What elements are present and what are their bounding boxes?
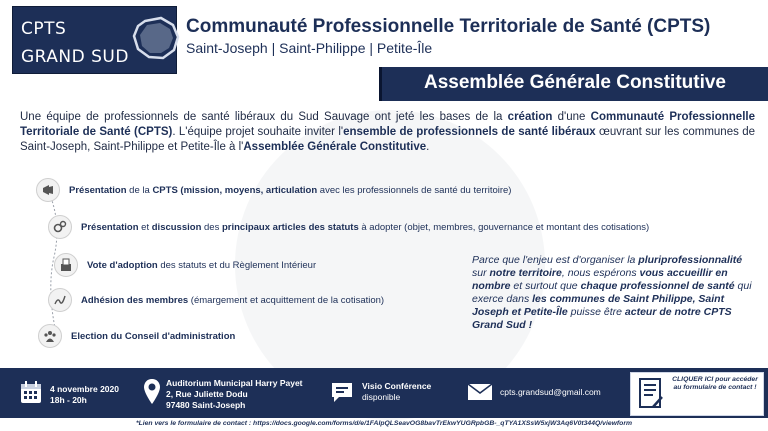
quote-bold: chaque professionnel de santé xyxy=(580,280,735,292)
time-text: 18h - 20h xyxy=(50,395,87,405)
quote-bold: notre territoire xyxy=(489,267,562,279)
contact-form-link[interactable] xyxy=(630,372,764,416)
agenda-item-presentation xyxy=(36,178,511,202)
visio-text: Visio Conférence xyxy=(362,381,432,391)
date-text: 4 novembre 2020 xyxy=(50,384,119,394)
group-icon xyxy=(38,324,62,348)
event-date xyxy=(50,384,119,406)
address-line1: 2, Rue Juliette Dodu xyxy=(166,389,248,399)
form-icon xyxy=(637,377,665,411)
event-title: Assemblée Générale Constitutive xyxy=(424,72,726,93)
address-line2: 97480 Saint-Joseph xyxy=(166,400,246,410)
ballot-box-icon xyxy=(54,253,78,277)
agenda-text: avec les professionnels de santé du territoire) xyxy=(317,184,512,196)
quote-bold: acteur de notre CPTS Grand Sud ! xyxy=(472,306,732,331)
gears-icon xyxy=(48,215,72,239)
quote-text: sur xyxy=(472,267,490,279)
island-map-icon xyxy=(131,15,181,61)
agenda-text: des xyxy=(201,221,222,233)
event-venue xyxy=(166,378,303,411)
agenda-bold: Election du Conseil d'administration xyxy=(71,330,236,342)
agenda-item-vote xyxy=(54,253,316,277)
visio-text2: disponible xyxy=(362,392,401,402)
agenda-text: des statuts et du Règlement Intérieur xyxy=(157,259,317,271)
location-pin-icon xyxy=(143,378,161,406)
form-link-label: CLIQUER ICI pour accéder au formulaire de contact ! xyxy=(672,376,758,391)
visio-info xyxy=(362,381,431,403)
intro-text: d'une xyxy=(552,111,591,123)
intro-text: œuvrant sur les communes de Saint-Joseph, Saint-Philippe et Petite-Île à l' xyxy=(20,126,755,153)
agenda-bold: Vote d'adoption xyxy=(87,259,158,271)
envelope-icon xyxy=(467,383,493,401)
page-title: Communauté Professionnelle Territoriale de Santé (CPTS) xyxy=(186,16,711,37)
intro-bold: Communauté Professionnelle Territoriale de Santé (CPTS) xyxy=(20,111,755,138)
agenda-text: et xyxy=(138,221,152,233)
event-banner xyxy=(379,67,768,101)
quote-text: Parce que l'enjeu est d'organiser la xyxy=(472,254,639,266)
agenda-bold: Adhésion des membres xyxy=(81,294,189,306)
agenda-text: de la xyxy=(126,184,153,196)
quote-bold: vous accueillir en nombre xyxy=(472,267,728,292)
venue-text: Auditorium Municipal Harry Payet xyxy=(166,378,303,388)
signature-icon xyxy=(48,288,72,312)
intro-bold: création xyxy=(507,111,553,123)
agenda-item-statuts xyxy=(48,215,649,239)
invitation-quote xyxy=(472,254,752,332)
intro-text: . L'équipe projet souhaite inviter l' xyxy=(172,126,344,138)
agenda-item-election xyxy=(38,324,235,348)
intro-text: Une équipe de professionnels de santé libéraux du Sud Sauvage ont jeté les bases de la xyxy=(20,111,508,123)
visio-chat-icon xyxy=(330,380,354,404)
agenda-bold: Présentation xyxy=(69,184,127,196)
quote-text: et surtout que xyxy=(510,280,581,292)
agenda-bold: principaux articles des statuts xyxy=(221,221,359,233)
intro-bold: Assemblée Générale Constitutive xyxy=(243,141,427,153)
agenda-bold: discussion xyxy=(151,221,202,233)
intro-paragraph xyxy=(20,110,755,155)
intro-bold: ensemble de professionnels de santé libéraux xyxy=(343,126,596,138)
agenda-bold: CPTS (mission, moyens, articulation xyxy=(152,184,318,196)
agenda-bold: Présentation xyxy=(81,221,139,233)
logo-line2: GRAND SUD xyxy=(21,47,129,67)
calendar-icon xyxy=(20,380,42,404)
communes-subtitle: Saint-Joseph | Saint-Philippe | Petite-Île xyxy=(186,40,433,56)
megaphone-icon xyxy=(36,178,60,202)
cpts-logo xyxy=(12,6,177,74)
quote-text: puisse être xyxy=(567,306,625,318)
quote-bold: les communes de Saint Philippe, Saint Joseph et Petite-Île xyxy=(472,293,725,318)
agenda-text: à adopter (objet, membres, gouvernance et montant des cotisations) xyxy=(358,221,650,233)
quote-text: , nous espérons xyxy=(561,267,640,279)
quote-text: qui exerce dans xyxy=(472,280,752,305)
form-url-footnote[interactable]: *Lien vers le formulaire de contact : https://docs.google.com/forms/d/e/1FAIpQLSeavOG8bavTrEkwYUGRpbGB-_qTYA1XSsW5xjW3Aq6V0t344Q/viewform xyxy=(135,420,633,427)
quote-bold: pluriprofessionnalité xyxy=(638,254,743,266)
intro-text: . xyxy=(426,141,430,153)
agenda-item-adhesion xyxy=(48,288,384,312)
contact-email[interactable]: cpts.grandsud@gmail.com xyxy=(500,387,601,397)
agenda-text: (émargement et acquittement de la cotisation) xyxy=(188,294,385,306)
logo-line1: CPTS xyxy=(21,19,67,39)
